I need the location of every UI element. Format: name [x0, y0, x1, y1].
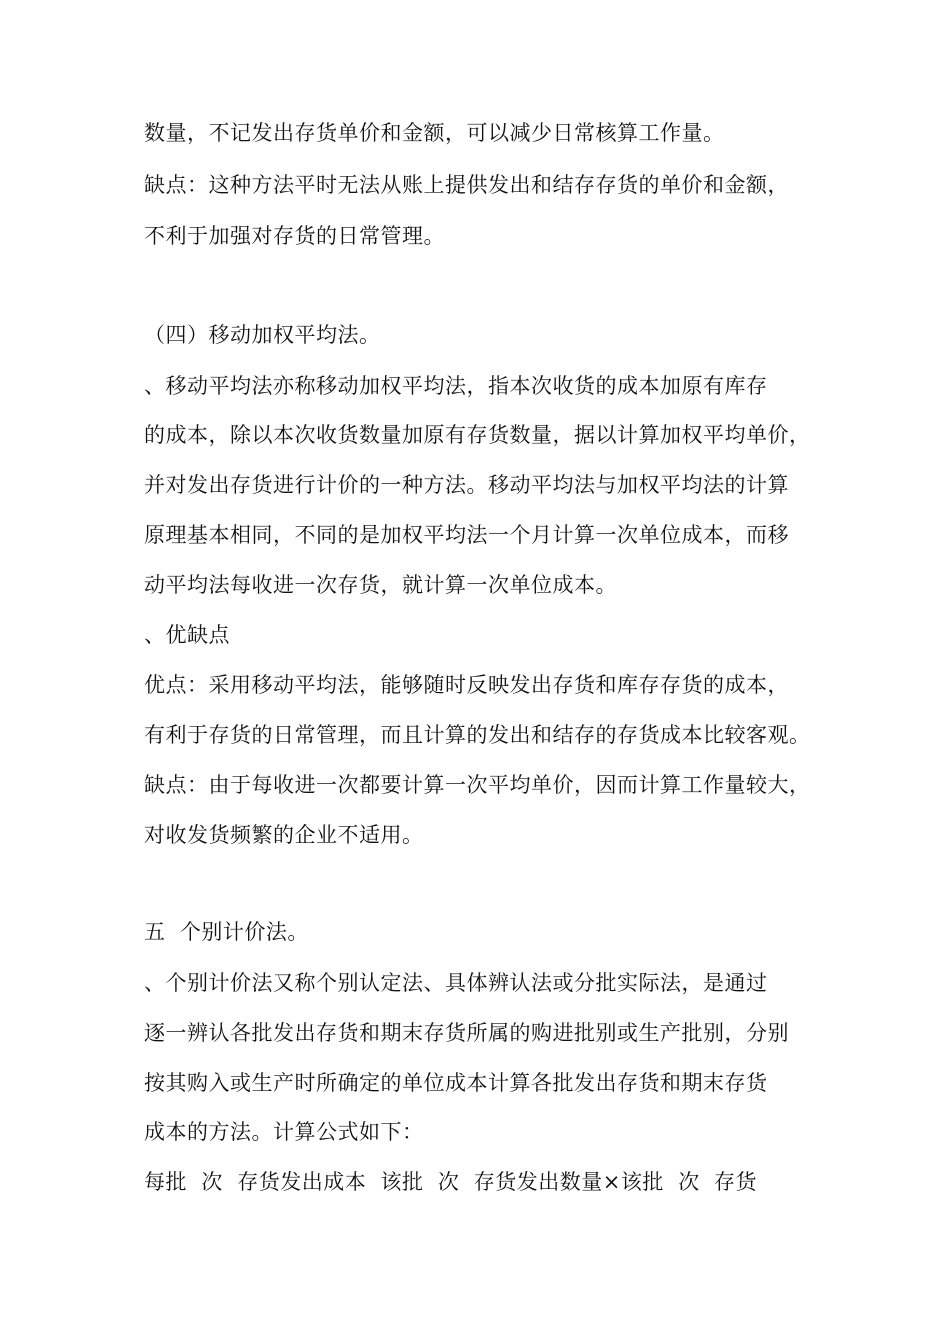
text-line-12: 有利于存货的日常管理，而且计算的发出和结存的存货成本比较客观。	[144, 723, 811, 747]
section-heading-5: 五 个别计价法。	[144, 920, 309, 944]
text-line-9: 动平均法每收进一次存货，就计算一次单位成本。	[144, 573, 617, 597]
text-line-7: 并对发出存货进行计价的一种方法。移动平均法与加权平均法的计算	[144, 473, 789, 497]
text-line-17: 逐一辨认各批发出存货和期末存货所属的购进批别或生产批别，分别	[144, 1021, 789, 1045]
text-line-6: 的成本，除以本次收货数量加原有存货数量，据以计算加权平均单价，	[144, 423, 811, 447]
text-line-16: 、个别计价法又称个别认定法、具体辨认法或分批实际法，是通过	[144, 971, 768, 995]
text-line-3: 不利于加强对存货的日常管理。	[144, 224, 445, 248]
text-line-8: 原理基本相同，不同的是加权平均法一个月计算一次单位成本，而移	[144, 523, 789, 547]
text-line-10: 、优缺点	[144, 623, 230, 647]
formula-line: 每批 次 存货发出成本 该批 次 存货发出数量×该批 次 存货	[144, 1170, 758, 1194]
section-heading-4: （四）移动加权平均法。	[144, 323, 381, 347]
text-line-5: 、移动平均法亦称移动加权平均法，指本次收货的成本加原有库存	[144, 374, 768, 398]
text-line-14: 对收发货频繁的企业不适用。	[144, 823, 424, 847]
text-line-2: 缺点：这种方法平时无法从账上提供发出和结存存货的单价和金额，	[144, 173, 789, 197]
text-line-18: 按其购入或生产时所确定的单位成本计算各批发出存货和期末存货	[144, 1071, 768, 1095]
text-line-19: 成本的方法。计算公式如下：	[144, 1120, 424, 1144]
text-line-1: 数量，不记发出存货单价和金额，可以减少日常核算工作量。	[144, 121, 725, 145]
text-line-11: 优点：采用移动平均法，能够随时反映发出存货和库存存货的成本，	[144, 673, 789, 697]
text-line-13: 缺点：由于每收进一次都要计算一次平均单价，因而计算工作量较大，	[144, 773, 811, 797]
